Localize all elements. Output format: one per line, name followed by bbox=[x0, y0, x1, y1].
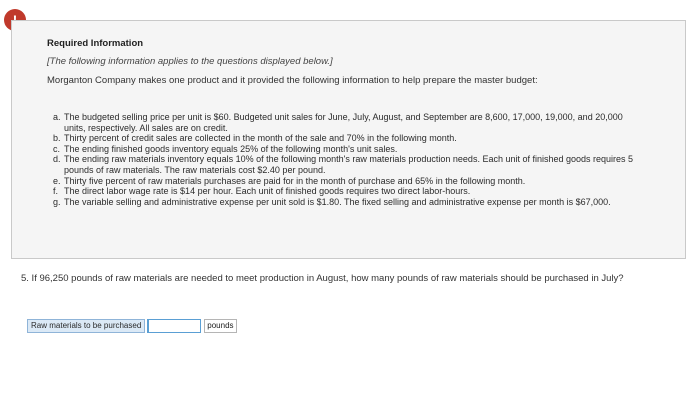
answer-label: Raw materials to be purchased bbox=[27, 319, 145, 333]
item-letter: c. bbox=[53, 143, 61, 154]
item-letter: g. bbox=[53, 196, 61, 207]
item-letter: d. bbox=[53, 154, 61, 165]
item-letter: e. bbox=[53, 175, 61, 186]
list-item bbox=[53, 186, 638, 197]
item-text: Thirty five percent of raw materials purchases are paid for in the month of purchase and 65% in the following month. bbox=[64, 175, 526, 186]
answer-unit-label: pounds bbox=[204, 319, 236, 333]
item-letter: a. bbox=[53, 112, 61, 122]
answer-row bbox=[27, 319, 237, 333]
requirements-list bbox=[53, 112, 638, 207]
item-text: The direct labor wage rate is $14 per hour. Each unit of finished goods requires two direct labor-hours. bbox=[64, 186, 471, 197]
list-item bbox=[53, 154, 638, 175]
question-text: 5. If 96,250 pounds of raw materials are needed to meet production in August, how many pounds of raw materials should be purchased in July? bbox=[21, 273, 624, 284]
list-item bbox=[53, 197, 638, 208]
raw-materials-purchased-input[interactable] bbox=[147, 319, 201, 333]
required-info-intro: Morganton Company makes one product and it provided the following information to help prepare the master budget: bbox=[47, 75, 538, 86]
item-letter: b. bbox=[53, 133, 61, 144]
item-text: The ending finished goods inventory equals 25% of the following month's unit sales. bbox=[64, 143, 398, 154]
item-text: The ending raw materials inventory equals 10% of the following month's raw materials production needs. Each unit of finished goods requires 5 pounds of raw materials. The raw materials cost $2.40 per pound. bbox=[64, 154, 634, 175]
required-info-title: Required Information bbox=[47, 38, 144, 49]
required-info-subtitle: [The following information applies to the questions displayed below.] bbox=[47, 56, 333, 67]
list-item bbox=[53, 176, 638, 187]
item-text: Thirty percent of credit sales are collected in the month of the sale and 70% in the following month. bbox=[64, 133, 457, 144]
list-item bbox=[53, 133, 638, 144]
list-item bbox=[53, 112, 638, 133]
list-item bbox=[53, 144, 638, 155]
item-letter: f. bbox=[53, 186, 59, 197]
item-text: The budgeted selling price per unit is $60. Budgeted unit sales for June, July, August, and September are 8,600, 17,000, 19,000, and 20,000 units, respectively. All sales are on credit. bbox=[64, 112, 623, 133]
item-text: The variable selling and administrative expense per unit sold is $1.80. The fixed selling and administrative expense per month is $67,000. bbox=[64, 196, 611, 207]
